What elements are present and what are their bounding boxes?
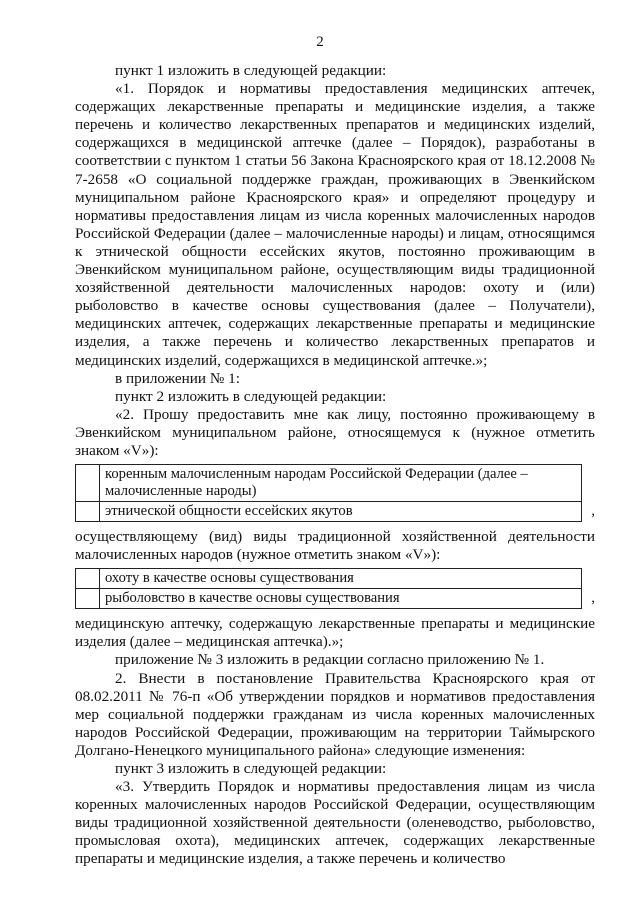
paragraph-amend-point-3: пункт 3 изложить в следующей редакции:	[115, 760, 387, 777]
nationality-options-table	[75, 464, 582, 522]
table-trailing-comma: ,	[591, 590, 595, 607]
paragraph-appendix-3: приложение № 3 изложить в редакции согласно приложению № 1.	[115, 651, 545, 669]
option-label-fishing: рыболовство в качестве основы существования	[100, 589, 582, 609]
table-row	[76, 589, 582, 609]
option-label-essey-yakuts: этнической общности ессейских якутов	[100, 502, 582, 522]
activity-options-table	[75, 568, 582, 609]
paragraph-request-text: «2. Прошу предоставить мне как лицу, постоянно проживающему в Эвенкийском муниципальном районе, относящемуся к (нужное отметить знаком «V»):	[75, 405, 595, 459]
activity-options-table-wrap	[75, 568, 595, 609]
paragraph-approve-procedure: «3. Утвердить Порядок и нормативы предоставления лицам из числа коренных малочисленных народов Российской Федерации, осуществляющим виды традиционной хозяйственной деятельности (оленеводство, рыболовство, промысловая охота), медицинских аптечек, содержащих лекарственные препараты и медицинские изделия, а также перечень и количество	[75, 778, 595, 868]
checkbox-essey-yakuts[interactable]	[76, 502, 100, 522]
nationality-options-table-wrap	[75, 464, 595, 522]
table-row	[76, 465, 582, 502]
checkbox-hunting[interactable]	[76, 569, 100, 589]
table-trailing-comma: ,	[591, 502, 595, 519]
paragraph-amend-point-1: пункт 1 изложить в следующей редакции:	[115, 62, 387, 79]
paragraph-appendix-1: в приложении № 1:	[115, 369, 240, 387]
paragraph-procedure-text: «1. Порядок и нормативы предоставления медицинских аптечек, содержащих лекарственные препараты и медицинские изделия, а также перечень и количество лекарственных препаратов и медицинских изделий, содержащихся в медицинской аптечке (далее – Порядок), разработаны в соответствии с пунктом 1 статьи 56 Закона Красноярского края от 18.12.2008 № 7-2658 «О социальной поддержке граждан, проживающих в Эвенкийском муниципальном районе Красноярского края» и определяют процедуру и нормативы предоставления лицам из числа коренных малочисленных народов Российской Федерации (далее – малочисленные народы) и лицам, относящимся к этнической общности ессейских якутов, постоянно проживающим в Эвенкийском муниципальном районе, осуществляющим виды традиционной хозяйственной деятельности малочисленных народов: охоту и (или) рыболовство в качестве основы существования (далее – Получатели), медицинских аптечек, содержащих лекарственные препараты и медицинские изделия, а также перечень и количество лекарственных препаратов и медицинских изделий, содержащихся в медицинской аптечке.»;	[75, 80, 595, 369]
paragraph-activity-type: осуществляющему (вид) виды традиционной хозяйственной деятельности малочисленных народов (нужное отметить знаком «V»):	[75, 528, 595, 564]
checkbox-fishing[interactable]	[76, 589, 100, 609]
page-number: 2	[316, 34, 324, 50]
paragraph-medical-kit: медицинскую аптечку, содержащую лекарственные препараты и медицинские изделия (далее – медицинская аптечка).»;	[75, 615, 595, 651]
document-body	[75, 62, 595, 869]
paragraph-amend-point-2: пункт 2 изложить в следующей редакции:	[115, 387, 387, 405]
table-row	[76, 569, 582, 589]
checkbox-indigenous-peoples[interactable]	[76, 465, 100, 502]
option-label-indigenous-peoples: коренным малочисленным народам Российской Федерации (далее – малочисленные народы)	[100, 465, 582, 502]
table-row	[76, 502, 582, 522]
paragraph-amend-resolution-76p: 2. Внести в постановление Правительства Красноярского края от 08.02.2011 № 76-п «Об утверждении порядков и нормативов предоставления мер социальной поддержки гражданам из числа коренных малочисленных народов Российской Федерации, проживающим на территории Таймырского Долгано-Ненецкого муниципального района» следующие изменения:	[75, 669, 595, 759]
option-label-hunting: охоту в качестве основы существования	[100, 569, 582, 589]
